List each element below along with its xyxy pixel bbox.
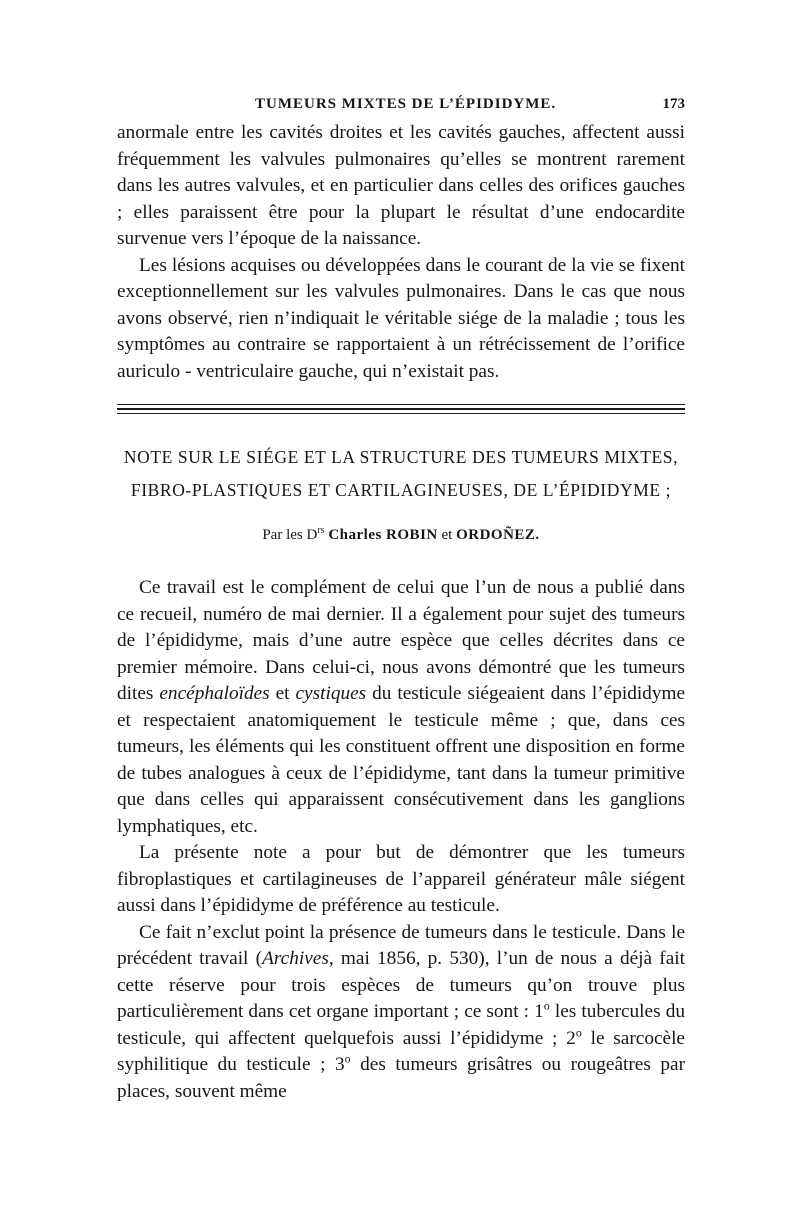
- paragraph-lesions: Les lésions acquises ou développées dans le courant de la vie se fixent exceptionnellement sur les valvules pulmonaires. Dans le cas que nous avons observé, rien n’indiquait le véritable siége de la maladie ; tous les symptômes au contraire se rapportaient à un rétrécissement de l’orifice auriculo - ventriculaire gauche, qui n’existait pas.: [117, 254, 685, 382]
- text-run: le sarcocèle syphilitique du testicule ; 3: [117, 1027, 685, 1075]
- paragraph-intro: [117, 575, 685, 840]
- separator-line: [117, 413, 685, 414]
- text-run: les tubercules du testicule, qui affectent quelquefois aussi l’épididyme ; 2: [117, 1001, 685, 1049]
- ordinal-sup: o: [575, 1025, 582, 1040]
- term-cystiques: cystiques: [295, 683, 367, 704]
- byline-prefix: Par les D: [262, 527, 318, 543]
- text-run: Ce fait n’exclut point la présence de tumeurs dans le testicule. Dans le précédent travail (: [117, 921, 685, 969]
- running-title: TUMEURS MIXTES DE L’ÉPIDIDYME.: [255, 96, 557, 112]
- note-title-line-2: FIBRO-PLASTIQUES ET CARTILAGINEUSES, DE L’ÉPIDIDYME ;: [130, 480, 672, 500]
- text-run: Ce travail est le complément de celui que l’un de nous a publié dans ce recueil, numéro de mai dernier. Il a également pour sujet des tumeurs de l’épididyme, mais d’une autre espèce que celles décrites dans ce premier mémoire. Dans celui-ci, nous avons démontré que les tumeurs dites: [117, 577, 685, 704]
- author-robin: Charles ROBIN: [328, 527, 438, 543]
- paragraph-testicle: [117, 920, 685, 1106]
- byline-and: et: [441, 527, 453, 543]
- section-separator: [117, 403, 685, 417]
- note-body: [117, 575, 685, 1105]
- text-run: , mai 1856, p. 530), l’un de nous a déjà fait cette réserve pour trois espèces de tumeurs qu’on trouve plus particulièrement dans cet organe important ; ce sont : 1: [117, 948, 685, 1022]
- separator-line: [117, 404, 685, 405]
- page-number: 173: [662, 96, 685, 112]
- book-page: [117, 96, 685, 1105]
- paragraph-continued: anormale entre les cavités droites et les cavités gauches, affectent aussi fréquemment les valvules pulmonaires qu’elles se montrent rarement dans les autres valvules, et en particulier dans celles des orifices gauches ; elles paraissent être pour la plupart le résultat d’une endocardite survenue vers l’époque de la naissance.: [117, 122, 685, 249]
- author-ordonez: ORDOÑEZ.: [456, 527, 540, 543]
- ordinal-sup: o: [543, 998, 550, 1013]
- text-run: et: [275, 683, 290, 704]
- authors-byline: [117, 521, 685, 545]
- text-run: du testicule siégeaient dans l’épididyme et respectaient anatomiquement le testicule même ; que, dans ces tumeurs, les éléments qui les constituent offrent une disposition en forme de tubes analogues à ceux de l’épididyme, tant dans la tumeur primitive que dans celles qui apparaissent consécutivement dans les ganglions lymphatiques, etc.: [117, 683, 686, 837]
- text-run: des tumeurs grisâtres ou rougeâtres par places, souvent même: [117, 1054, 685, 1102]
- running-head: [117, 96, 685, 120]
- byline-sup: rs: [317, 525, 325, 536]
- term-encephaloides: encéphaloïdes: [159, 683, 270, 704]
- note-title: [117, 441, 685, 507]
- note-title-line-1: NOTE SUR LE SIÉGE ET LA STRUCTURE DES TUMEURS MIXTES,: [123, 447, 679, 467]
- separator-line: [117, 408, 685, 410]
- journal-title: Archives: [262, 948, 329, 969]
- ordinal-sup: o: [344, 1051, 351, 1066]
- paragraph-purpose: La présente note a pour but de démontrer que les tumeurs fibroplastiques et cartilagineuses de l’appareil générateur mâle siégent aussi dans l’épididyme de préférence au testicule.: [117, 842, 685, 916]
